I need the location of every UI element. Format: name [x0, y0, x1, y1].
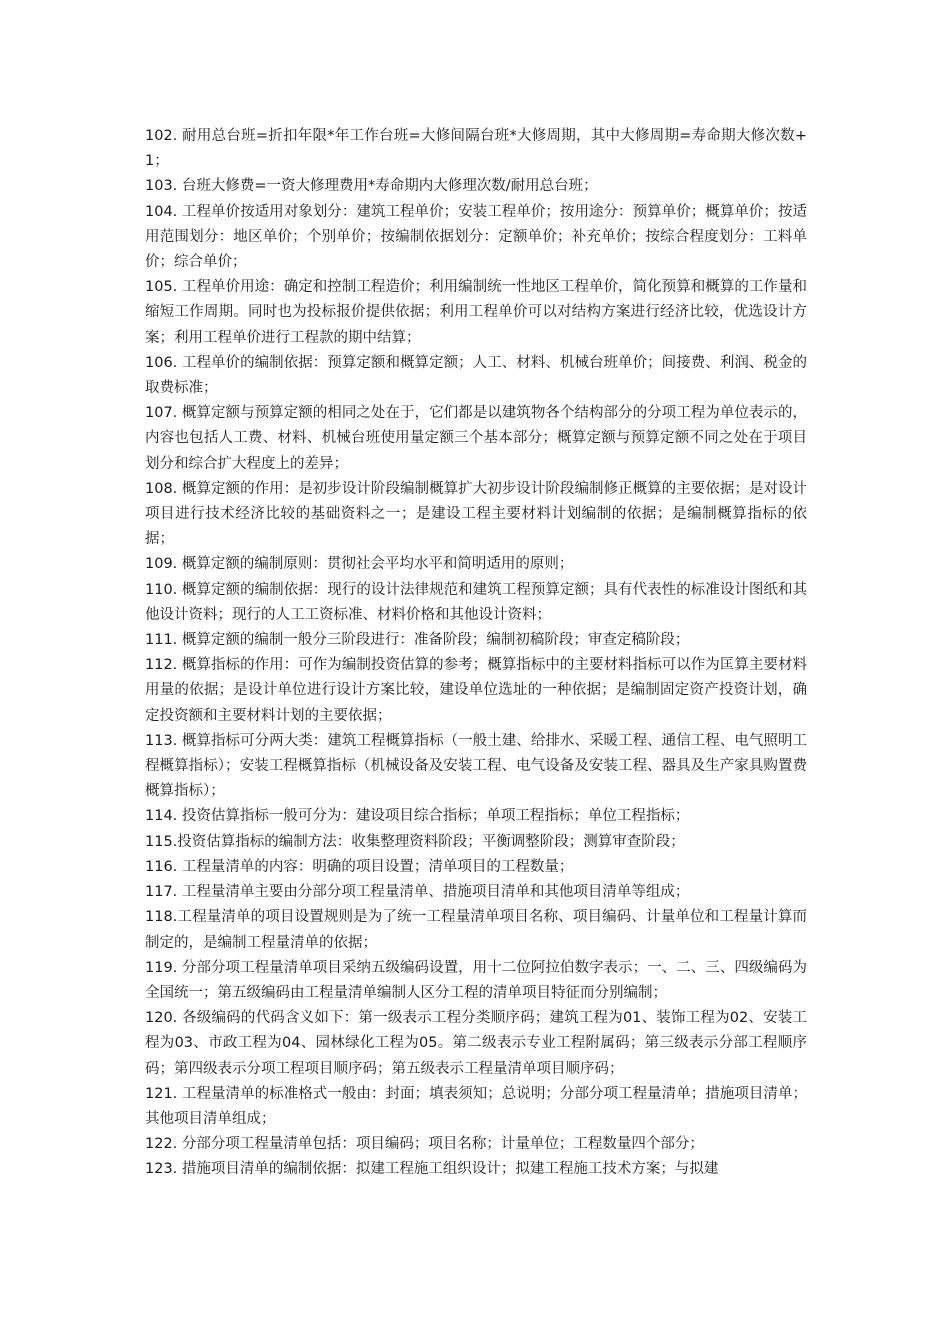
paragraph-116: 116. 工程量清单的内容：明确的项目设置；清单项目的工程数量；	[145, 858, 574, 875]
paragraph-103: 103. 台班大修费=一资大修理费用*寿命期内大修理次数/耐用总台班；	[145, 178, 598, 195]
paragraph-106: 106. 工程单价的编制依据：预算定额和概算定额；人工、材料、机械台班单价；间接费、利润、税金的取费标准；	[145, 354, 807, 397]
paragraph-114: 114. 投资估算指标一般可分为：建设项目综合指标；单项工程指标；单位工程指标；	[145, 808, 690, 825]
paragraph-122: 122. 分部分项工程量清单包括：项目编码；项目名称；计量单位；工程数量四个部分；	[145, 1136, 704, 1153]
paragraph-102: 102. 耐用总台班=折扣年限*年工作台班=大修间隔台班*大修周期，其中大修周期=寿命期大修次数+1；	[145, 128, 807, 170]
paragraph-112: 112. 概算指标的作用：可作为编制投资估算的参考；概算指标中的主要材料指标可以作为匡算主要材料用量的依据；是设计单位进行设计方案比较，建设单位选址的一种依据；是编制固定资产投资计划，确定投资额和主要材料计划的主要依据；	[145, 657, 807, 724]
paragraph-111: 111. 概算定额的编制一般分三阶段进行：准备阶段；编制初稿阶段；审查定稿阶段；	[145, 632, 690, 649]
paragraph-105: 105. 工程单价用途：确定和控制工程造价；利用编制统一性地区工程单价，简化预算和概算的工作量和缩短工作周期。同时也为投标报价提供依据；利用工程单价可以对结构方案进行经济比较，优选设计方案；利用工程单价进行工程款的期中结算；	[145, 279, 807, 346]
paragraph-104: 104. 工程单价按适用对象划分：建筑工程单价；安装工程单价；按用途分：预算单价；概算单价；按适用范围划分：地区单价；个别单价；按编制依据划分：定额单价；补充单价；按综合程度划分：工料单价；综合单价；	[145, 203, 807, 271]
paragraph-108: 108. 概算定额的作用：是初步设计阶段编制概算扩大初步设计阶段编制修正概算的主要依据；是对设计项目进行技术经济比较的基础资料之一；是建设工程主要材料计划编制的依据；是编制概算指标的依据；	[145, 480, 807, 548]
paragraph-121: 121. 工程量清单的标准格式一般由：封面；填表须知；总说明；分部分项工程量清单；措施项目清单；其他项目清单组成；	[145, 1085, 807, 1127]
document-body	[145, 124, 807, 1183]
paragraph-109: 109. 概算定额的编制原则：贯彻社会平均水平和简明适用的原则；	[145, 556, 574, 573]
paragraph-115: 115.投资估算指标的编制方法：收集整理资料阶段；平衡调整阶段；测算审查阶段；	[145, 833, 685, 850]
paragraph-120: 120. 各级编码的代码含义如下：第一级表示工程分类顺序码；建筑工程为01、装饰工程为02、安装工程为03、市政工程为04、园林绿化工程为05。第二级表示专业工程附属码；第三级表示分部工程顺序码；第四级表示分项工程项目顺序码；第五级表示工程量清单项目顺序码；	[145, 1010, 807, 1077]
paragraph-119: 119. 分部分项工程量清单项目采纳五级编码设置，用十二位阿拉伯数字表示；一、二、三、四级编码为全国统一；第五级编码由工程量清单编制人区分工程的清单项目特征而分别编制；	[145, 959, 807, 1001]
paragraph-123: 123. 措施项目清单的编制依据：拟建工程施工组织设计；拟建工程施工技术方案；与拟建	[145, 1161, 719, 1178]
paragraph-107: 107. 概算定额与预算定额的相同之处在于，它们都是以建筑物各个结构部分的分项工程为单位表示的，内容也包括人工费、材料、机械台班使用量定额三个基本部分；概算定额与预算定额不同之处在于项目划分和综合扩大程度上的差异；	[145, 405, 807, 472]
paragraph-117: 117. 工程量清单主要由分部分项工程量清单、措施项目清单和其他项目清单等组成；	[145, 884, 690, 901]
paragraph-113: 113. 概算指标可分两大类：建筑工程概算指标（一般土建、给排水、采暖工程、通信工程、电气照明工程概算指标）；安装工程概算指标（机械设备及安装工程、电气设备及安装工程、器具及生产家具购置费概算指标）；	[145, 732, 807, 800]
paragraph-110: 110. 概算定额的编制依据：现行的设计法律规范和建筑工程预算定额；具有代表性的标准设计图纸和其他设计资料；现行的人工工资标准、材料价格和其他设计资料；	[145, 581, 807, 623]
paragraph-118: 118.工程量清单的项目设置规则是为了统一工程量清单项目名称、项目编码、计量单位和工程量计算而制定的，是编制工程量清单的依据；	[145, 909, 807, 951]
